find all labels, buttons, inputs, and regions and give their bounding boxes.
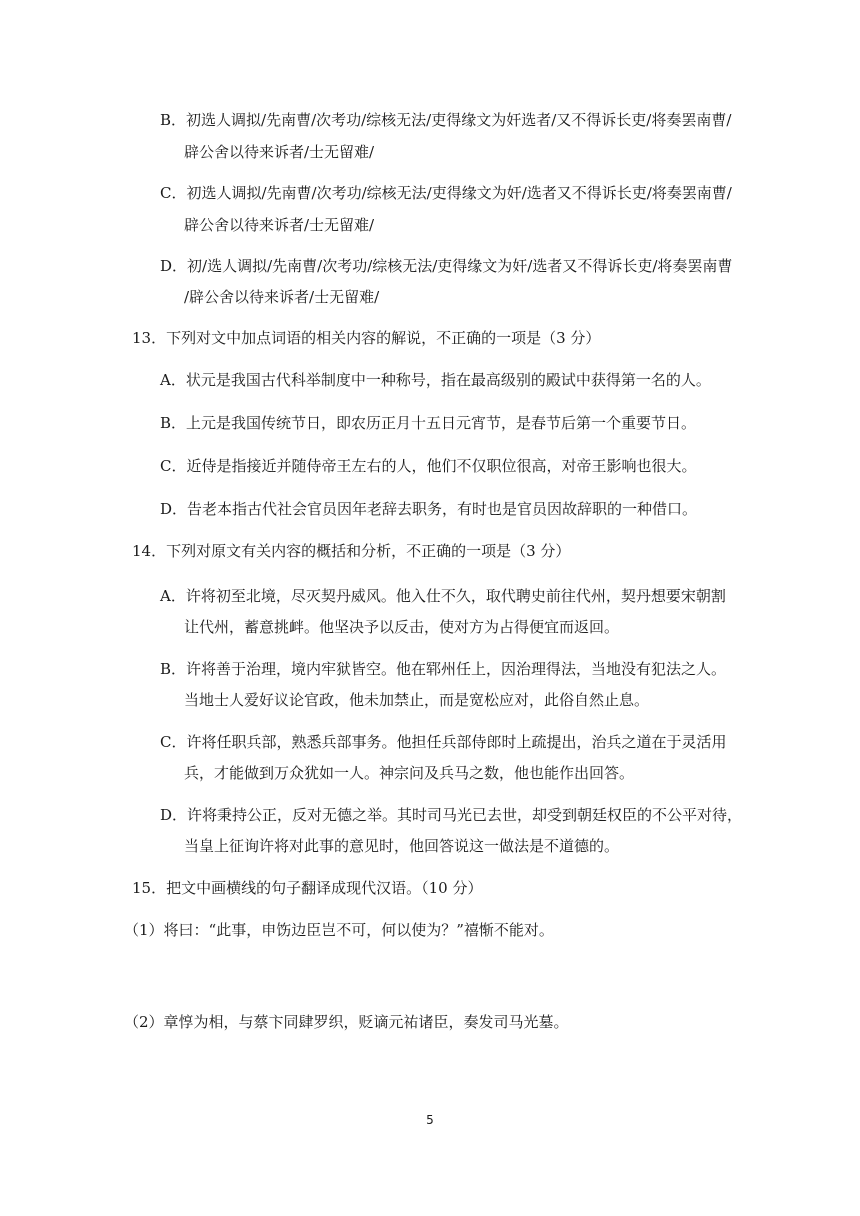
q12-option-b-line1: B．初选人调拟/先南曹/次考功/综核无法/吏得缘文为奸选者/又不得诉长吏/将奏罢南曹/ — [160, 111, 732, 129]
q14-option-d-line2: 当皇上征询许将对此事的意见时，他回答说这一做法是不道德的。 — [184, 837, 620, 855]
q14-option-c-line1: C．许将任职兵部，熟悉兵部事务。他担任兵部侍郎时上疏提出，治兵之道在于灵活用 — [160, 733, 727, 751]
page-number: 5 — [426, 1113, 434, 1127]
q12-option-b-line2: 辟公舍以待来诉者/士无留难/ — [184, 143, 375, 161]
q15-sentence-2: （2）章惇为相，与蔡卞同肆罗织，贬谪元祐诸臣，奏发司马光墓。 — [124, 1013, 569, 1031]
q14-option-c-line2: 兵，才能做到万众犹如一人。神宗问及兵马之数，他也能作出回答。 — [184, 764, 635, 782]
q15-sentence-1: （1）将曰：“此事，申饬边臣岂不可，何以使为？”禧惭不能对。 — [124, 921, 554, 939]
q13-stem: 13．下列对文中加点词语的相关内容的解说，不正确的一项是（3 分） — [132, 329, 601, 347]
q12-option-c-line1: C．初选人调拟/先南曹/次考功/综核无法/吏得缘文为奸/选者又不得诉长吏/将奏罢南曹/ — [160, 184, 732, 202]
q14-option-b-line2: 当地士人爱好议论官政，他未加禁止，而是宽松应对，此俗自然止息。 — [184, 691, 650, 709]
q13-option-b: B．上元是我国传统节日，即农历正月十五日元宵节，是春节后第一个重要节日。 — [160, 414, 697, 432]
q13-option-c: C．近侍是指接近并随侍帝王左右的人，他们不仅职位很高，对帝王影响也很大。 — [160, 457, 697, 475]
q15-stem: 15．把文中画横线的句子翻译成现代汉语。（10 分） — [132, 879, 483, 897]
q14-option-b-line1: B．许将善于治理，境内牢狱皆空。他在郓州任上，因治理得法，当地没有犯法之人。 — [160, 660, 727, 678]
q13-option-d: D．告老本指古代社会官员因年老辞去职务，有时也是官员因故辞职的一种借口。 — [160, 500, 698, 518]
q14-option-d-line1: D．许将秉持公正，反对无德之举。其时司马光已去世，却受到朝廷权臣的不公平对待， — [160, 806, 743, 824]
q14-stem: 14．下列对原文有关内容的概括和分析，不正确的一项是（3 分） — [132, 542, 571, 560]
q14-option-a-line2: 让代州，蓄意挑衅。他坚决予以反击，使对方为占得便宜而返回。 — [184, 618, 620, 636]
q12-option-d-line1: D．初/选人调拟/先南曹/次考功/综核无法/吏得缘文为奸/选者又不得诉长吏/将奏罢南曹 — [160, 257, 733, 275]
q14-option-a-line1: A．许将初至北境，尽灭契丹威风。他入仕不久，取代聘史前往代州，契丹想要宋朝割 — [160, 587, 726, 605]
q13-option-a: A．状元是我国古代科举制度中一种称号，指在最高级别的殿试中获得第一名的人。 — [160, 371, 711, 389]
q12-option-d-line2: /辟公舍以待来诉者/士无留难/ — [184, 288, 380, 306]
q12-option-c-line2: 辟公舍以待来诉者/士无留难/ — [184, 216, 375, 234]
